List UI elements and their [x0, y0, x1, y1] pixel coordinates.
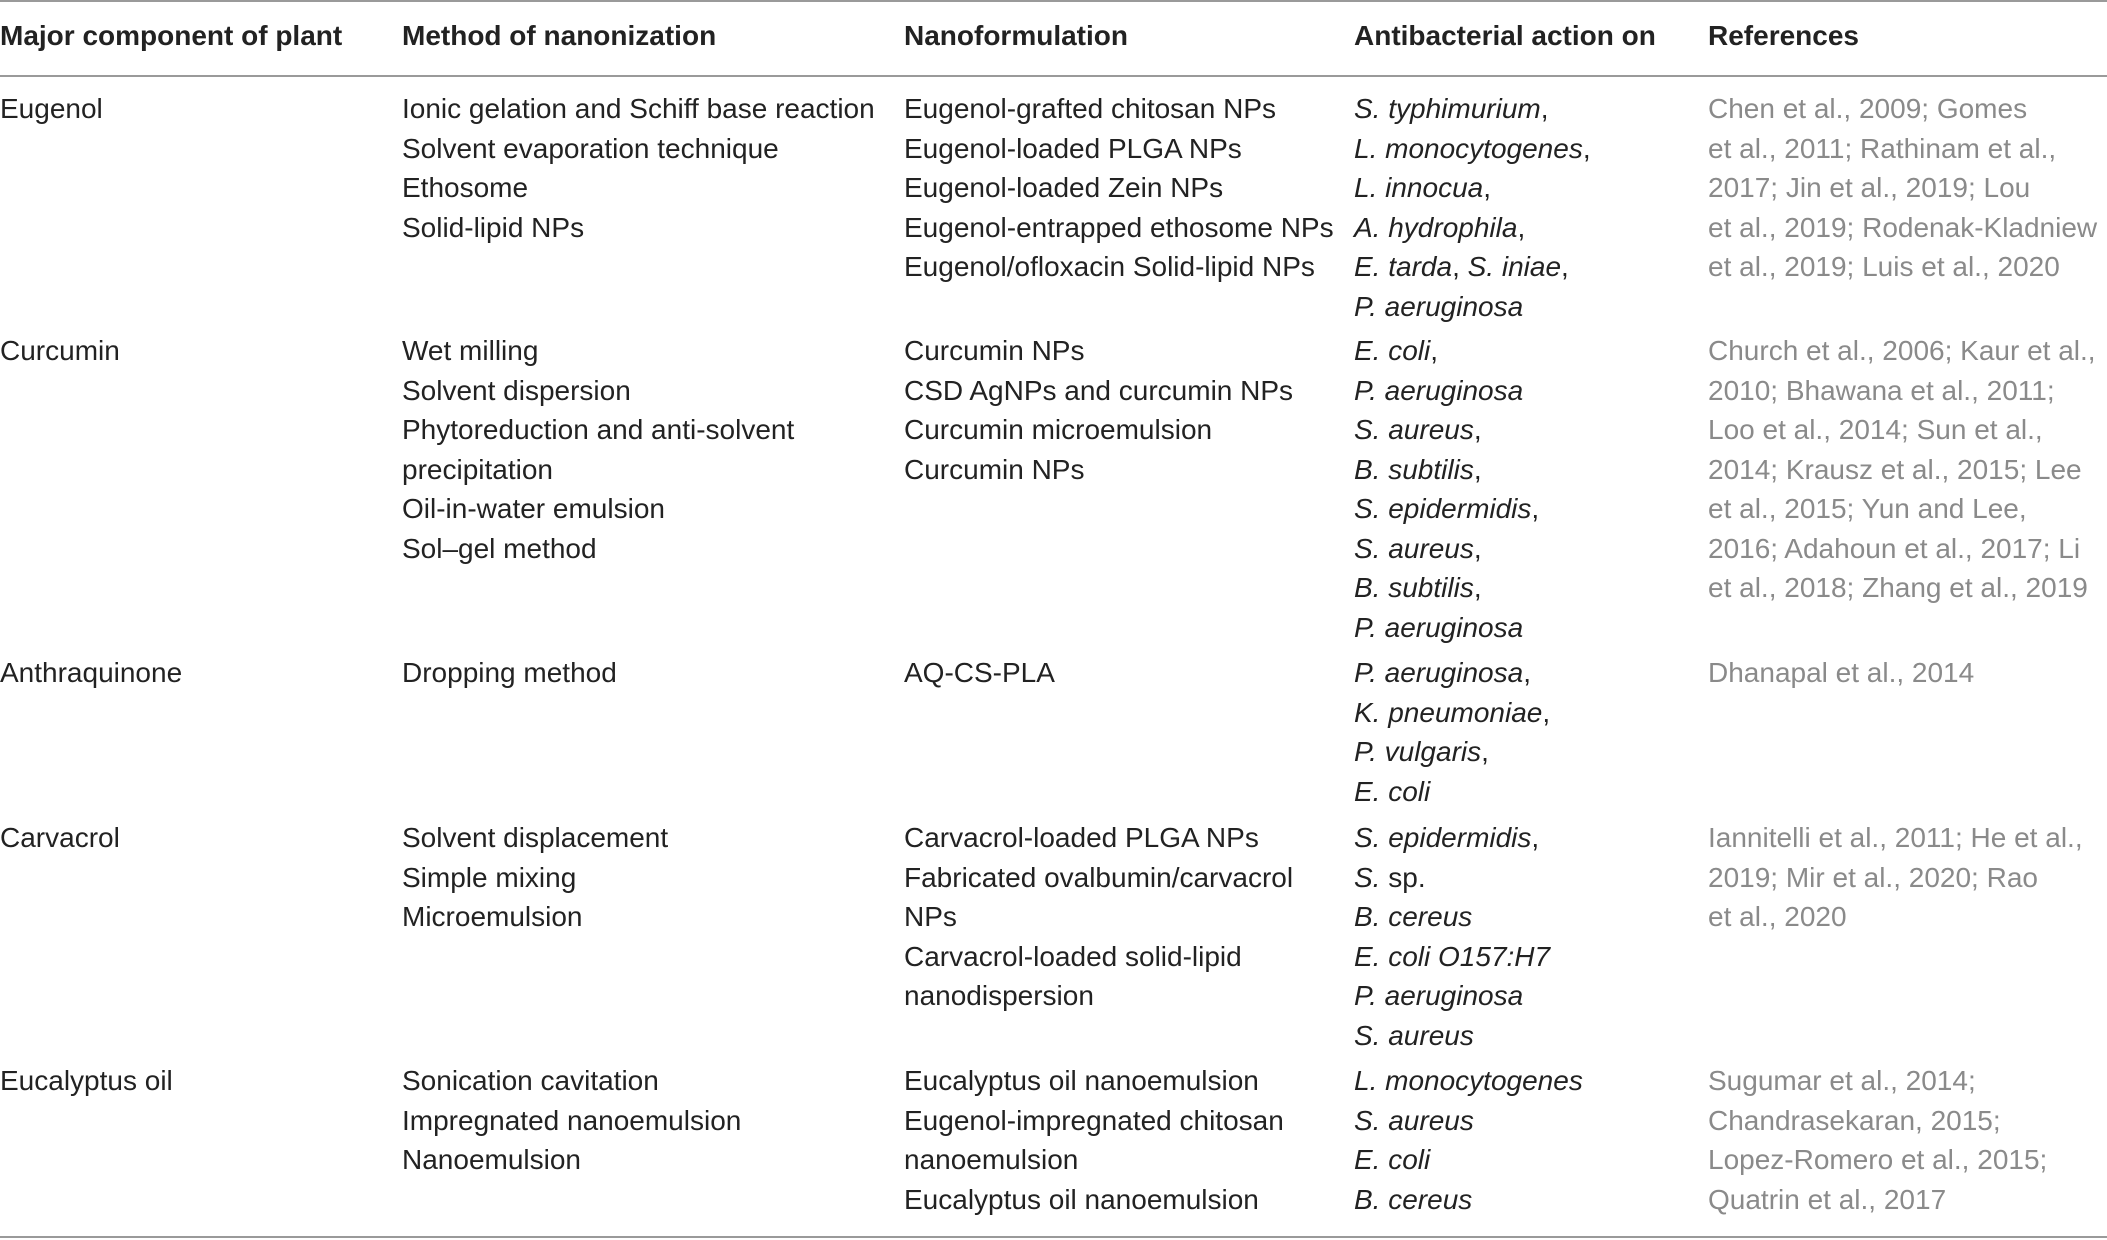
header-antibacterial-action: Antibacterial action on: [1354, 20, 1656, 51]
cell-line: Eucalyptus oil nanoemulsion: [904, 1183, 1259, 1215]
bacteria-line: [1354, 897, 1550, 937]
cell-line: 2019; Mir et al., 2020; Rao: [1708, 861, 2038, 893]
bacteria-line: [1354, 168, 1591, 208]
bacteria-line: [1354, 568, 1539, 608]
cell-line: Eucalyptus oil nanoemulsion: [904, 1065, 1259, 1096]
bacteria-line: [1354, 818, 1550, 858]
header-method: Method of nanonization: [402, 20, 717, 51]
punctuation: ,: [1473, 453, 1482, 485]
component-cell: [0, 1061, 173, 1101]
cell-line: Dropping method: [402, 657, 617, 688]
cell-line: Curcumin NPs: [904, 453, 1085, 485]
cell-line: Simple mixing: [402, 861, 577, 893]
bacteria-line: [1354, 1140, 1583, 1180]
cell-line: 2016; Adahoun et al., 2017; Li: [1708, 532, 2081, 564]
punctuation: ,: [1582, 132, 1591, 164]
cell-line: Ionic gelation and Schiff base reaction: [402, 93, 875, 124]
species-name: S.: [1354, 861, 1381, 893]
cell-line: Eugenol/ofloxacin Solid-lipid NPs: [904, 251, 1315, 282]
cell-line: Oil-in-water emulsion: [402, 493, 665, 524]
bacteria-line: [1354, 247, 1591, 287]
punctuation: ,: [1430, 335, 1439, 366]
species-name: S. iniae: [1467, 251, 1562, 282]
component-cell: [0, 89, 103, 129]
bacteria-line: [1354, 976, 1550, 1016]
cell-line: Eucalyptus oil: [0, 1065, 173, 1096]
species-name: L. monocytogenes: [1354, 132, 1583, 164]
cell-line: Curcumin: [0, 335, 120, 366]
nanoformulation-cell: [904, 653, 1055, 693]
bacteria-line: [1354, 450, 1539, 490]
table-top-rule: [0, 0, 2107, 2]
cell-line: Eugenol-loaded Zein NPs: [904, 172, 1224, 203]
cell-line: Anthraquinone: [0, 657, 183, 688]
punctuation: ,: [1481, 736, 1489, 767]
species-name: P. aeruginosa: [1354, 611, 1524, 643]
species-name: S. aureus: [1354, 1019, 1474, 1051]
cell-line: Chandrasekaran, 2015;: [1708, 1104, 2001, 1136]
cell-line: Fabricated ovalbumin/carvacrol: [904, 861, 1294, 893]
cell-line: Eugenol-grafted chitosan NPs: [904, 93, 1276, 124]
punctuation: ,: [1542, 696, 1551, 728]
species-name: P. aeruginosa: [1354, 374, 1524, 406]
cell-line: Ethosome: [402, 172, 529, 203]
species-name: S. typhimurium: [1354, 93, 1541, 124]
references-cell: [1708, 653, 1974, 693]
bacteria-line: [1354, 129, 1591, 169]
method-cell: [402, 331, 794, 568]
species-name: B. cereus: [1354, 1183, 1473, 1215]
cell-line: et al., 2020: [1708, 901, 1847, 932]
punctuation: sp.: [1380, 861, 1426, 893]
cell-line: Eugenol-entrapped ethosome NPs: [904, 211, 1334, 243]
cell-line: Sol–gel method: [402, 532, 597, 564]
bacteria-line: [1354, 1016, 1550, 1056]
bacteria-cell: [1354, 331, 1539, 647]
cell-line: Curcumin microemulsion: [904, 414, 1213, 445]
cell-line: et al., 2018; Zhang et al., 2019: [1708, 572, 2088, 603]
cell-line: Curcumin NPs: [904, 335, 1085, 366]
cell-line: et al., 2019; Rodenak-Kladniew: [1708, 211, 2098, 243]
punctuation: ,: [1473, 532, 1482, 564]
table-header-rule: [0, 75, 2107, 77]
bacteria-cell: [1354, 818, 1550, 1055]
punctuation: ,: [1473, 572, 1482, 603]
component-cell: [0, 818, 120, 858]
cell-line: Eugenol-impregnated chitosan: [904, 1104, 1284, 1136]
cell-line: Chen et al., 2009; Gomes: [1708, 93, 2028, 124]
component-cell: [0, 653, 182, 693]
punctuation: ,: [1531, 493, 1540, 524]
cell-line: Carvacrol-loaded solid-lipid: [904, 940, 1242, 972]
bacteria-line: [1354, 608, 1539, 648]
table-bottom-rule: [0, 1236, 2107, 1238]
species-name: E. coli O157:H7: [1354, 940, 1551, 972]
bacteria-line: [1354, 489, 1539, 529]
cell-line: Microemulsion: [402, 901, 583, 932]
component-cell: [0, 331, 120, 371]
bacteria-line: [1354, 331, 1539, 371]
cell-line: Carvacrol: [0, 822, 120, 853]
references-cell: [1708, 1061, 2047, 1219]
species-name: A. hydrophila: [1354, 211, 1518, 243]
nanoformulation-cell: [904, 331, 1293, 489]
punctuation: ,: [1540, 93, 1549, 124]
method-cell: [402, 1061, 741, 1180]
species-name: K. pneumoniae: [1354, 696, 1543, 728]
species-name: P. aeruginosa: [1354, 290, 1524, 322]
nanoformulation-cell: [904, 1061, 1284, 1219]
references-cell: [1708, 89, 2097, 287]
cell-line: Loo et al., 2014; Sun et al.,: [1708, 414, 2043, 445]
cell-line: Wet milling: [402, 335, 539, 366]
cell-line: et al., 2011; Rathinam et al.,: [1708, 132, 2057, 164]
punctuation: ,: [1517, 211, 1526, 243]
cell-line: Church et al., 2006; Kaur et al.,: [1708, 335, 2096, 366]
cell-line: Carvacrol-loaded PLGA NPs: [904, 822, 1259, 853]
bacteria-cell: [1354, 89, 1591, 326]
cell-line: Solvent displacement: [402, 822, 669, 853]
cell-line: Sugumar et al., 2014;: [1708, 1065, 1976, 1096]
cell-line: 2010; Bhawana et al., 2011;: [1708, 374, 2055, 406]
method-cell: [402, 818, 668, 937]
cell-line: Eugenol-loaded PLGA NPs: [904, 132, 1242, 164]
bacteria-line: [1354, 1101, 1583, 1141]
bacteria-line: [1354, 937, 1550, 977]
cell-line: Phytoreduction and anti-solvent: [402, 414, 795, 445]
species-name: E. coli: [1354, 775, 1431, 807]
bacteria-line: [1354, 693, 1550, 733]
header-references: References: [1708, 20, 1859, 51]
cell-line: Eugenol: [0, 93, 103, 124]
bacteria-line: [1354, 1061, 1583, 1101]
table-header-row: [0, 16, 2107, 60]
cell-line: Iannitelli et al., 2011; He et al.,: [1708, 822, 2083, 853]
species-name: B. subtilis: [1354, 453, 1474, 485]
species-name: P. aeruginosa: [1354, 657, 1524, 688]
header-nanoformulation: Nanoformulation: [904, 20, 1128, 51]
nanoformulation-cell: [904, 89, 1334, 287]
cell-line: 2017; Jin et al., 2019; Lou: [1708, 172, 2031, 203]
references-cell: [1708, 818, 2083, 937]
bacteria-line: [1354, 529, 1539, 569]
cell-line: precipitation: [402, 453, 553, 485]
species-name: L. monocytogenes: [1354, 1065, 1583, 1096]
punctuation: ,: [1473, 414, 1482, 445]
species-name: B. subtilis: [1354, 572, 1474, 603]
cell-line: CSD AgNPs and curcumin NPs: [904, 374, 1294, 406]
cell-line: Quatrin et al., 2017: [1708, 1183, 1947, 1215]
cell-line: nanoemulsion: [904, 1144, 1079, 1175]
cell-line: Solvent evaporation technique: [402, 132, 779, 164]
cell-line: et al., 2019; Luis et al., 2020: [1708, 251, 2060, 282]
species-name: S. epidermidis: [1354, 822, 1532, 853]
punctuation: ,: [1452, 251, 1468, 282]
bacteria-cell: [1354, 1061, 1583, 1219]
species-name: E. tarda: [1354, 251, 1453, 282]
bacteria-line: [1354, 410, 1539, 450]
method-cell: [402, 653, 617, 693]
punctuation: ,: [1483, 172, 1491, 203]
bacteria-cell: [1354, 653, 1550, 811]
species-name: S. aureus: [1354, 414, 1474, 445]
punctuation: ,: [1531, 822, 1540, 853]
bacteria-line: [1354, 89, 1591, 129]
cell-line: et al., 2015; Yun and Lee,: [1708, 493, 2027, 524]
species-name: L. innocua: [1354, 172, 1484, 203]
bacteria-line: [1354, 858, 1550, 898]
species-name: E. coli: [1354, 335, 1431, 366]
punctuation: ,: [1523, 657, 1531, 688]
punctuation: ,: [1561, 251, 1569, 282]
bacteria-line: [1354, 772, 1550, 812]
species-name: P. aeruginosa: [1354, 980, 1524, 1011]
header-component: Major component of plant: [0, 20, 343, 51]
bacteria-line: [1354, 732, 1550, 772]
bacteria-line: [1354, 287, 1591, 327]
cell-line: Solid-lipid NPs: [402, 211, 585, 243]
cell-line: Nanoemulsion: [402, 1144, 581, 1175]
cell-line: Dhanapal et al., 2014: [1708, 657, 1975, 688]
cell-line: 2014; Krausz et al., 2015; Lee: [1708, 453, 2082, 485]
bacteria-line: [1354, 1180, 1583, 1220]
species-name: P. vulgaris: [1354, 736, 1482, 767]
species-name: S. aureus: [1354, 1104, 1474, 1136]
cell-line: AQ-CS-PLA: [904, 657, 1055, 688]
nanoformulation-cell: [904, 818, 1293, 1016]
bacteria-line: [1354, 371, 1539, 411]
method-cell: [402, 89, 875, 247]
cell-line: nanodispersion: [904, 980, 1094, 1011]
references-cell: [1708, 331, 2096, 608]
cell-line: NPs: [904, 901, 957, 932]
bacteria-line: [1354, 653, 1550, 693]
cell-line: Impregnated nanoemulsion: [402, 1104, 742, 1136]
cell-line: Lopez-Romero et al., 2015;: [1708, 1144, 2048, 1175]
species-name: B. cereus: [1354, 901, 1473, 932]
species-name: S. epidermidis: [1354, 493, 1532, 524]
species-name: S. aureus: [1354, 532, 1474, 564]
cell-line: Sonication cavitation: [402, 1065, 659, 1096]
cell-line: Solvent dispersion: [402, 374, 631, 406]
bacteria-line: [1354, 208, 1591, 248]
species-name: E. coli: [1354, 1144, 1431, 1175]
